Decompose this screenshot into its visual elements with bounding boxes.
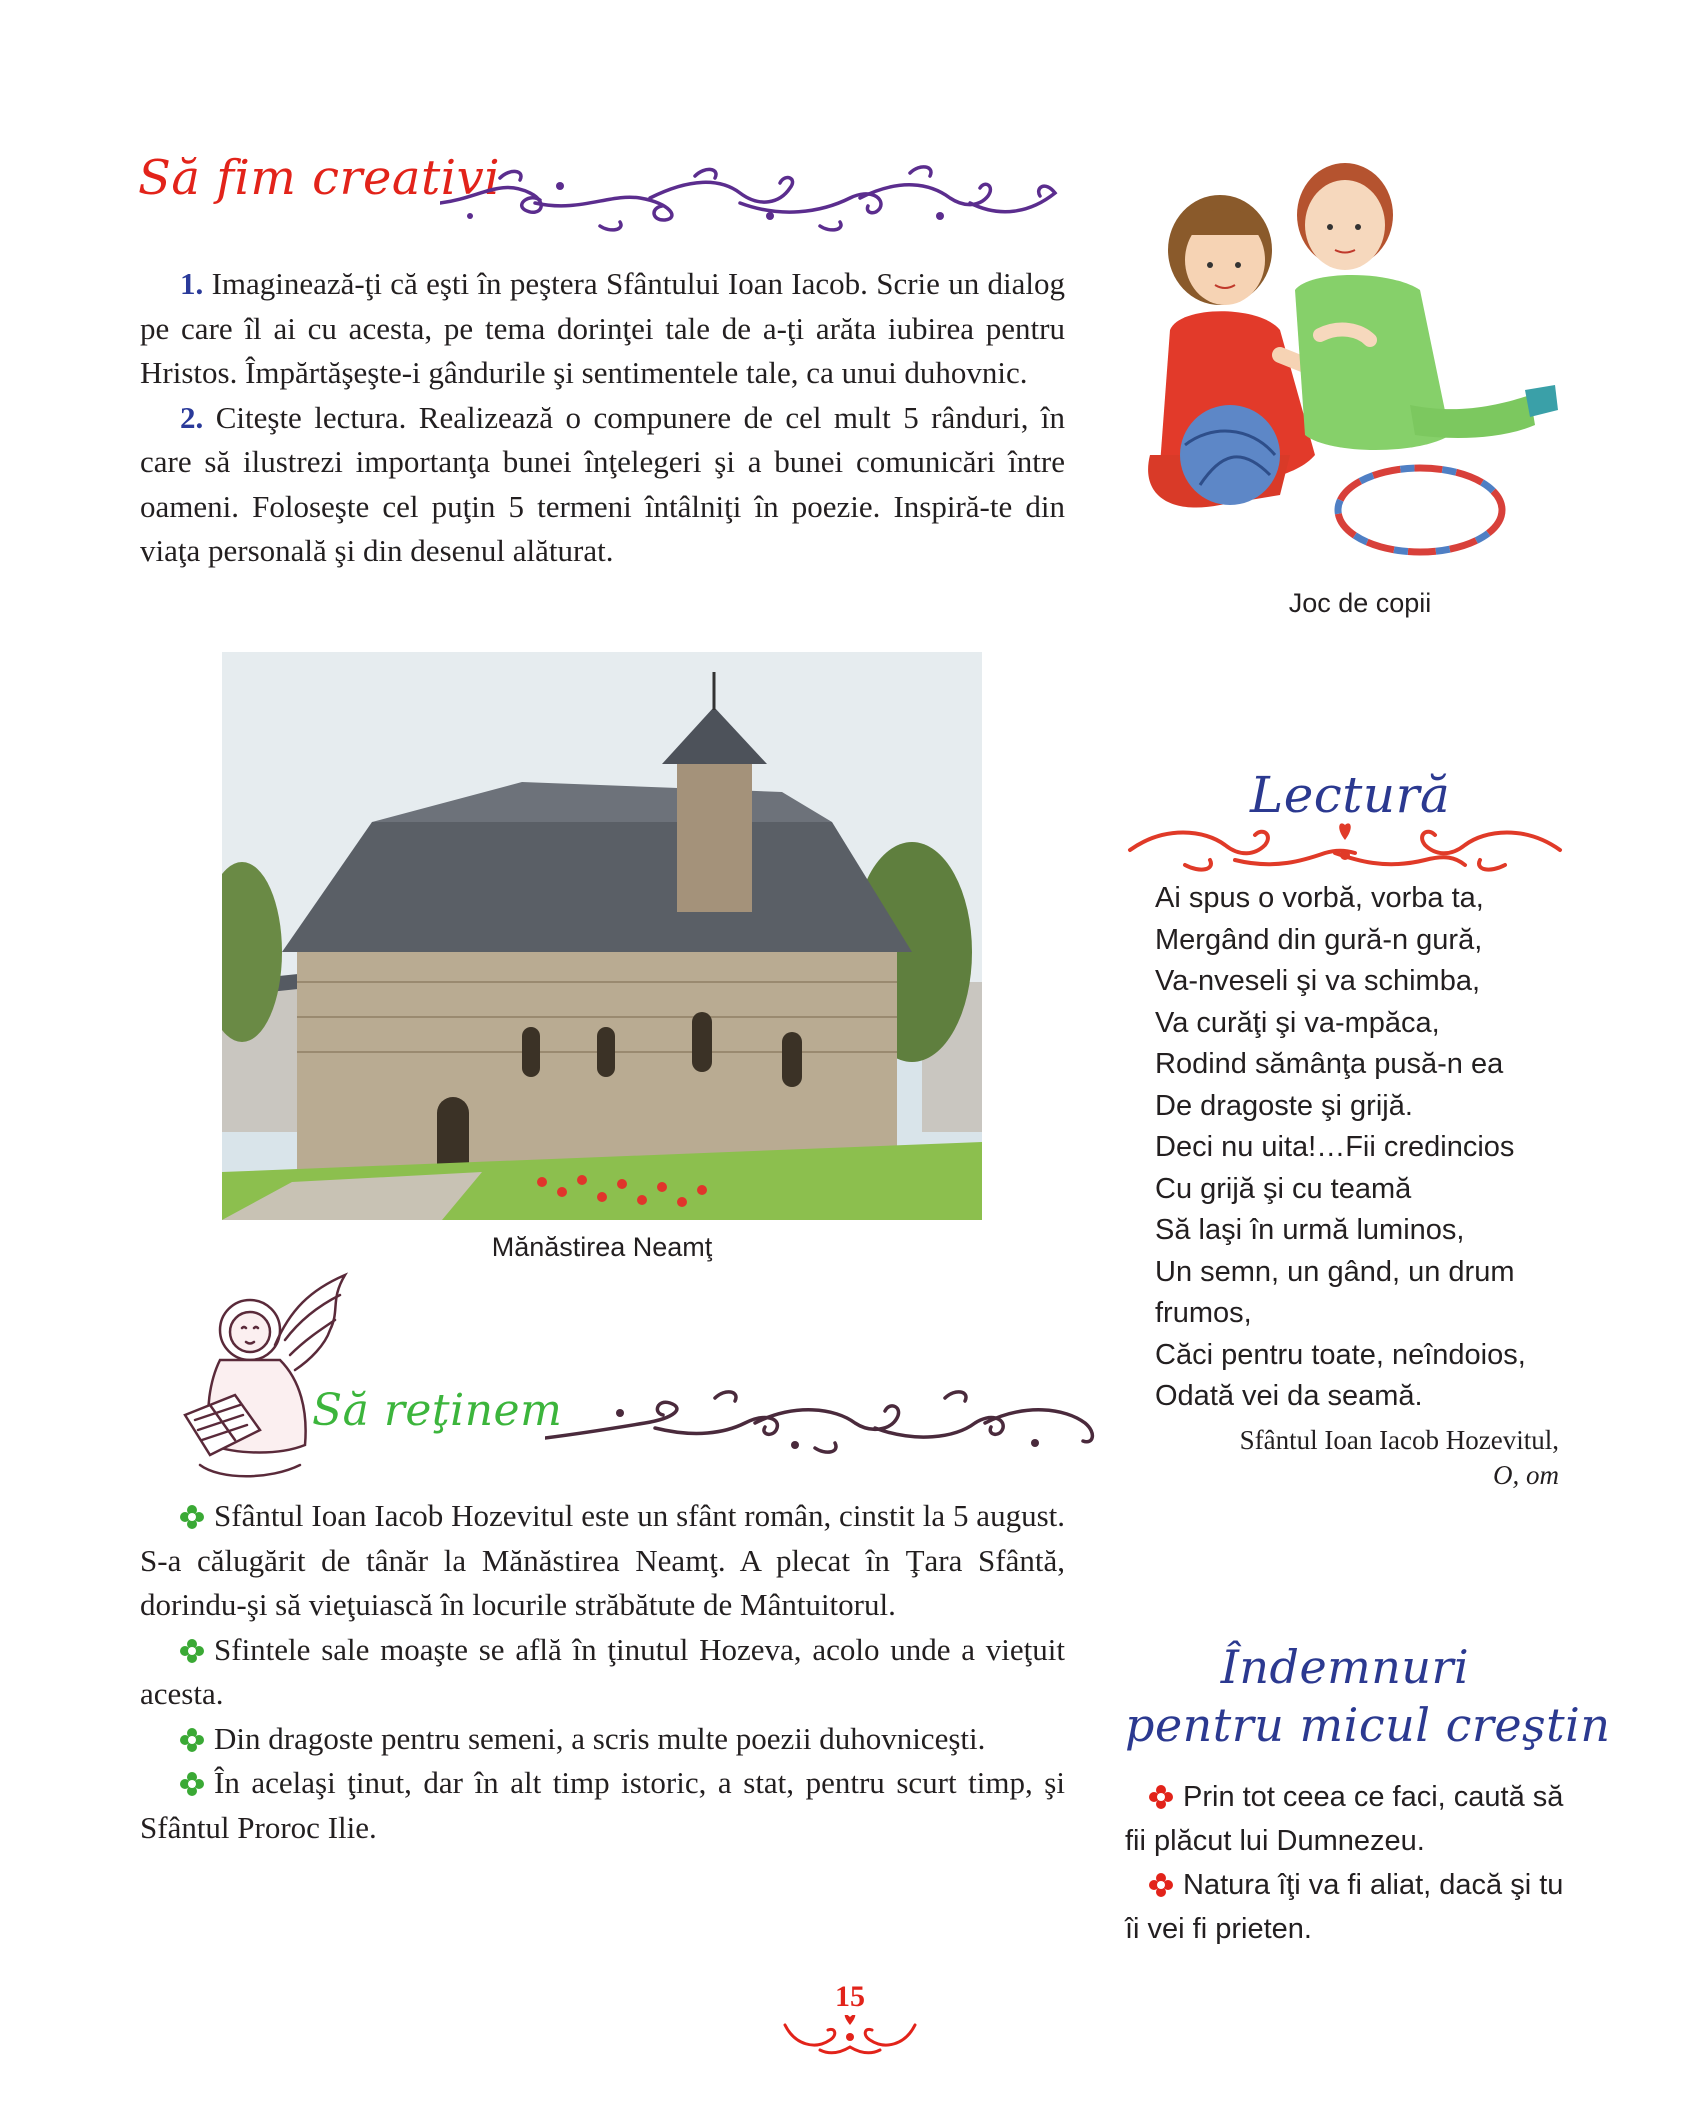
exercise-1-number: 1. bbox=[180, 266, 204, 301]
exercise-2-number: 2. bbox=[180, 399, 204, 435]
green-flower-bullet-icon bbox=[180, 1720, 204, 1744]
creative-exercises bbox=[140, 262, 1065, 574]
green-flower-bullet-icon bbox=[180, 1764, 204, 1788]
poem-work-title: O, om bbox=[1493, 1460, 1559, 1490]
remember-title: Să reţinem bbox=[312, 1385, 563, 1436]
green-flower-bullet-icon bbox=[180, 1631, 204, 1655]
remember-item: Sfântul Ioan Iacob Hozevitul este un sfânt român, cinstit la 5 august. S-a călugărit de tânăr la Mănăstirea Neamţ. A plecat în Ţara Sfântă, dorindu-şi să vieţuiască în locurile străbătute de Mântuitorul. bbox=[140, 1498, 1065, 1622]
poem-line: frumos, bbox=[1155, 1297, 1252, 1329]
poem-line: Odată vei da seamă. bbox=[1155, 1380, 1423, 1412]
poem-line: Va curăţi şi va-mpăca, bbox=[1155, 1006, 1440, 1039]
remember-list bbox=[140, 1494, 1065, 1850]
poem-line: Va-nveseli şi va schimba, bbox=[1155, 965, 1481, 997]
poem-line: Cu grijă şi cu teamă bbox=[1155, 1172, 1412, 1205]
poem-author: Sfântul Ioan Iacob Hozevitul, bbox=[1239, 1425, 1559, 1455]
green-flower-bullet-icon bbox=[180, 1497, 204, 1521]
exercise-2-text: Citeşte lectura. Realizează o compunere de cel mult 5 rânduri, în care să ilustrezi importanţa bunei înţelegeri şi a bunei comunicări între oameni. Foloseşte cel puţin 5 termeni întâlniţi în poezie. Inspiră-te din viaţa personală şi din desenul alăturat. bbox=[140, 399, 1066, 568]
creative-title: Să fim creativi bbox=[138, 150, 501, 206]
remember-item: În acelaşi ţinut, dar în alt timp istoric, a stat, pentru scurt timp, şi Sfântul Proroc Ilie. bbox=[140, 1765, 1065, 1845]
poem-line: De dragoste şi grijă. bbox=[1155, 1089, 1413, 1122]
remember-title-flourish bbox=[545, 1383, 1105, 1458]
monastery-caption: Mănăstirea Neamţ bbox=[491, 1232, 713, 1262]
monastery-photo bbox=[222, 652, 982, 1220]
exercise-1 bbox=[140, 262, 1065, 396]
poem-line: Rodind sămânţa pusă-n ea bbox=[1155, 1048, 1504, 1080]
tip-item: Prin tot ceea ce faci, caută să fii plăcut lui Dumnezeu. bbox=[1125, 1775, 1570, 1863]
poem-line: Mergând din gură-n gură, bbox=[1155, 923, 1483, 956]
red-flower-bullet-icon bbox=[1149, 1866, 1173, 1890]
page-number-ornament bbox=[780, 2015, 920, 2060]
exercise-2 bbox=[140, 396, 1065, 574]
reading-poem bbox=[1155, 878, 1575, 1418]
reading-title: Lectură bbox=[1250, 766, 1451, 824]
tip-item: Natura îţi va fi aliat, dacă şi tu îi vei fi prieten. bbox=[1125, 1863, 1570, 1951]
creative-title-flourish bbox=[440, 158, 1060, 238]
reading-title-flourish bbox=[1125, 815, 1565, 877]
poem-line: Un semn, un gând, un drum bbox=[1155, 1255, 1515, 1288]
red-flower-bullet-icon bbox=[1149, 1778, 1173, 1802]
remember-item: Sfintele sale moaşte se află în ţinutul Hozeva, acolo unde a vieţuit acesta. bbox=[140, 1631, 1065, 1711]
poem-line: Deci nu uita!…Fii credincios bbox=[1155, 1131, 1515, 1163]
poem-line: Să laşi în urmă luminos, bbox=[1155, 1214, 1465, 1246]
poem-line: Căci pentru toate, neîndoios, bbox=[1155, 1338, 1526, 1371]
illustration-caption: Joc de copii bbox=[1288, 588, 1432, 618]
angel-with-book-illustration bbox=[180, 1270, 350, 1485]
remember-item: Din dragoste pentru semeni, a scris multe poezii duhovniceşti. bbox=[140, 1717, 1065, 1762]
tips-title-line2: pentru micul creştin bbox=[1125, 1698, 1611, 1752]
poem-line: Ai spus o vorbă, vorba ta, bbox=[1155, 882, 1484, 914]
tips-list bbox=[1125, 1775, 1570, 1951]
page-number: 15 bbox=[835, 1980, 865, 2013]
tips-title-line1: Îndemnuri bbox=[1220, 1640, 1470, 1694]
exercise-1-text: Imaginează-ţi că eşti în peştera Sfântului Ioan Iacob. Scrie un dialog pe care îl ai cu acesta, pe tema dorinţei tale de a-ţi arăta iubirea pentru Hristos. Împărtăşeşte-i gândurile şi sentimentele tale, ca unui duhovnic. bbox=[140, 266, 1065, 390]
children-playing-illustration bbox=[1130, 155, 1570, 575]
